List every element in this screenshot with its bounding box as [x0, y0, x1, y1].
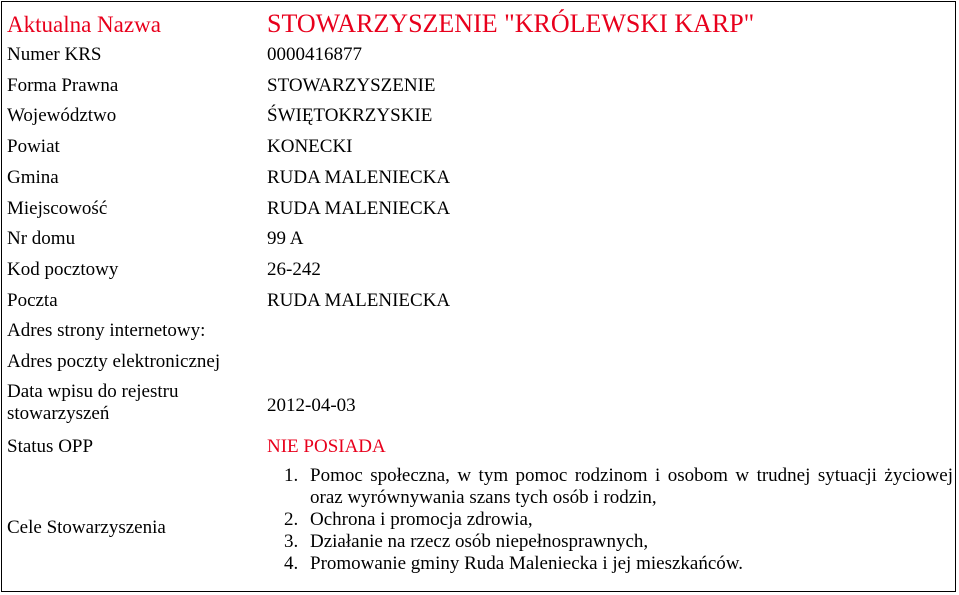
list-item-number: 1.: [284, 465, 299, 486]
list-item: [267, 465, 953, 509]
field-label: Poczta: [7, 290, 58, 311]
field-value: STOWARZYSZENIE: [267, 75, 436, 96]
list-item-text: Pomoc społeczna, w tym pomoc rodzinom i osobom w trudnej sytuacji życiowej oraz wyrównywania szans tych osób i rodzin,: [310, 465, 953, 508]
field-value: 0000416877: [267, 44, 362, 65]
opp-value: NIE POSIADA: [267, 436, 386, 457]
field-label: Województwo: [7, 105, 117, 126]
list-item: [267, 553, 953, 575]
list-item-number: 4.: [284, 553, 299, 574]
field-value: 26-242: [267, 259, 321, 280]
list-item: [267, 531, 953, 553]
field-label: Powiat: [7, 136, 60, 157]
list-item-number: 2.: [284, 509, 299, 530]
list-item-number: 3.: [284, 531, 299, 552]
field-label: Adres strony internetowy:: [7, 320, 206, 341]
field-value: RUDA MALENIECKA: [267, 198, 451, 219]
field-label: Kod pocztowy: [7, 259, 119, 280]
field-label: Adres poczty elektronicznej: [7, 351, 221, 372]
opp-label: Status OPP: [7, 436, 94, 457]
list-item: [267, 509, 953, 531]
name-label: Aktualna Nazwa: [7, 12, 161, 37]
field-label: Forma Prawna: [7, 75, 119, 96]
field-label: Miejscowość: [7, 198, 108, 219]
field-value: RUDA MALENIECKA: [267, 290, 451, 311]
goals-list: [267, 465, 953, 575]
list-item-text: Ochrona i promocja zdrowia,: [310, 509, 533, 530]
field-label: Nr domu: [7, 228, 76, 249]
field-value: KONECKI: [267, 136, 353, 157]
name-value: STOWARZYSZENIE "KRÓLEWSKI KARP": [267, 9, 755, 38]
field-value: RUDA MALENIECKA: [267, 167, 451, 188]
list-item-text: Promowanie gminy Ruda Maleniecka i jej mieszkańców.: [310, 553, 744, 574]
field-value: 99 A: [267, 228, 304, 249]
field-value: ŚWIĘTOKRZYSKIE: [267, 105, 433, 126]
registration-label: Data wpisu do rejestru stowarzyszeń: [7, 381, 179, 424]
field-label: Gmina: [7, 167, 59, 188]
field-label: Numer KRS: [7, 44, 102, 65]
goals-label: Cele Stowarzyszenia: [7, 517, 166, 538]
registration-value: 2012-04-03: [267, 395, 356, 416]
list-item-text: Działanie na rzecz osób niepełnosprawnych,: [310, 531, 649, 552]
